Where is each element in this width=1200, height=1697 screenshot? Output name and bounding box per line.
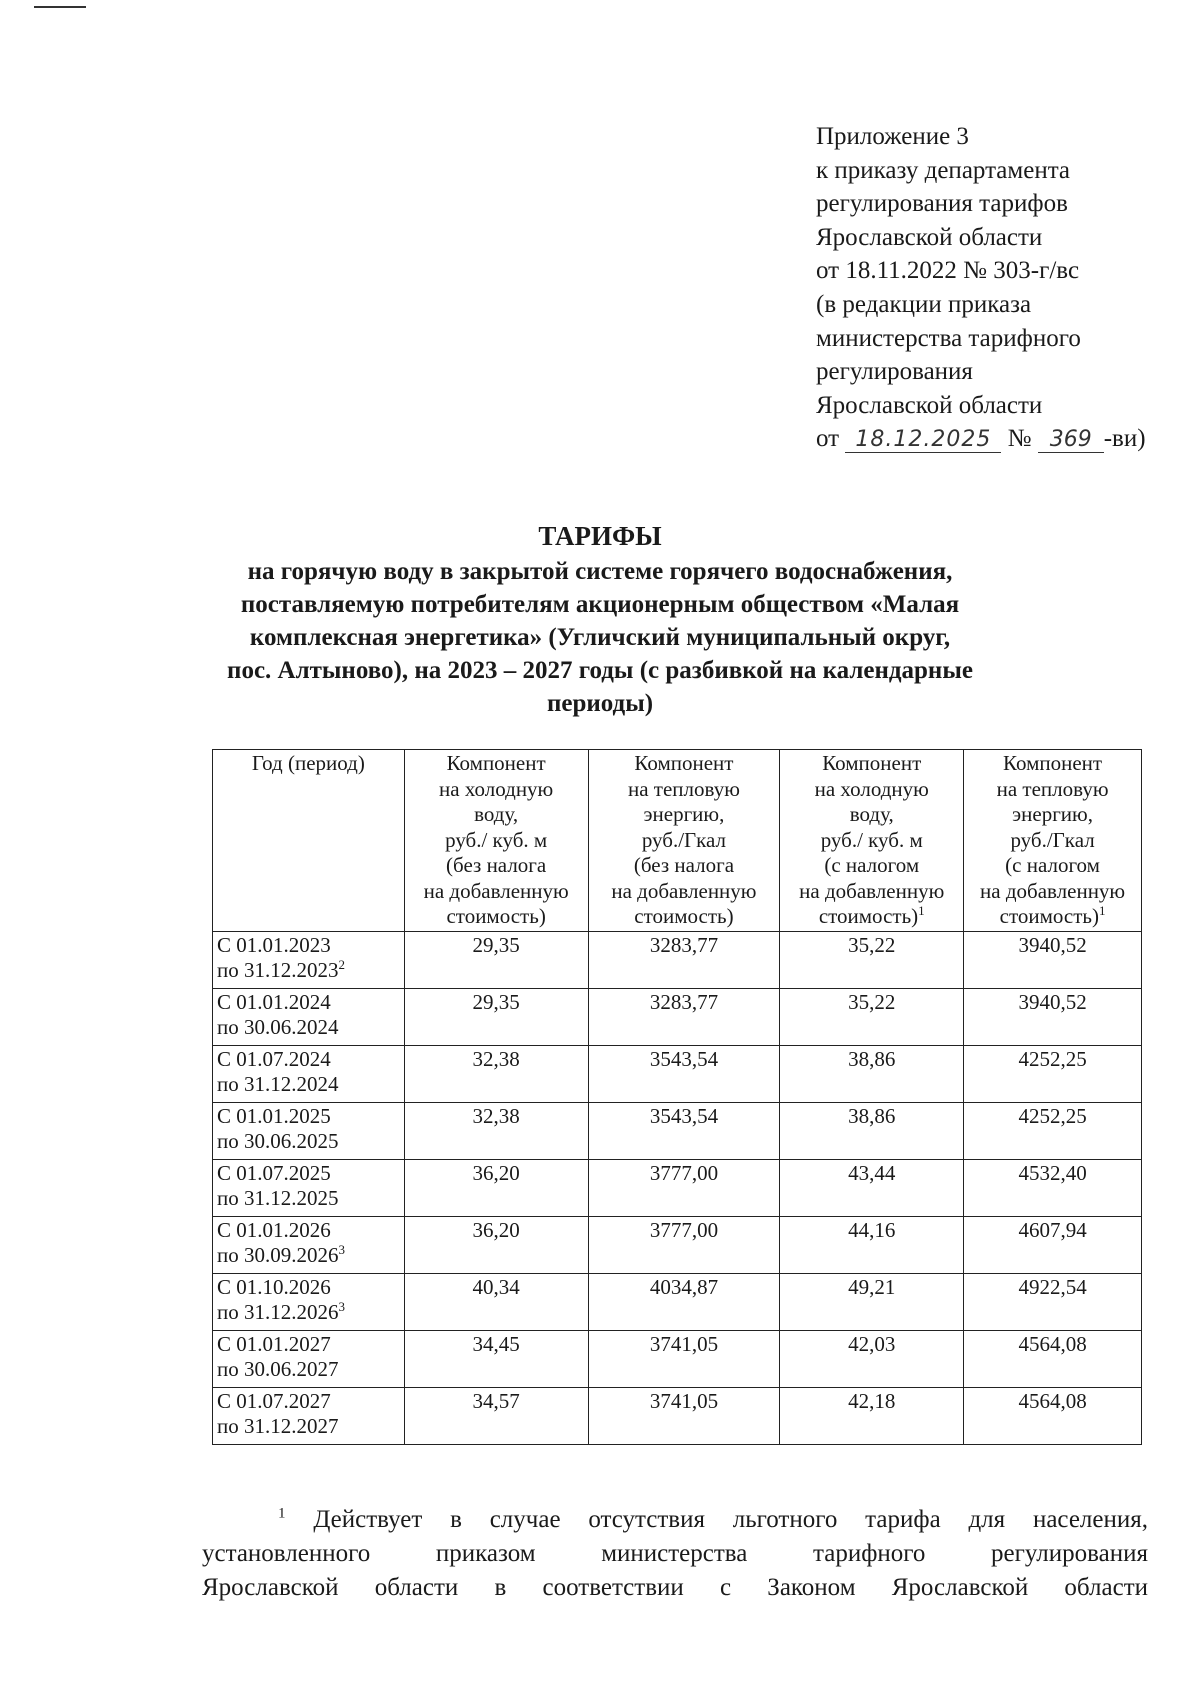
footnote-line: $^1$ Действует в случае отсутствия льготного тарифа для населения, (278, 1505, 1149, 1533)
table-row (213, 1216, 1142, 1273)
amendment-suffix: -ви) (1103, 425, 1146, 453)
heat-energy-no-vat-cell: 3543,54 (588, 1102, 780, 1159)
heat-energy-no-vat-cell: 3741,05 (588, 1387, 780, 1444)
cold-water-no-vat-cell: 29,35 (404, 988, 588, 1045)
heat-energy-with-vat-cell: 4252,25 (964, 1045, 1142, 1102)
heat-energy-no-vat-cell: 3543,54 (588, 1045, 780, 1102)
handwritten-date: 18.12.2025 (845, 428, 1001, 453)
title-line: комплексная энергетика» (Угличский муниципальный округ, (249, 624, 951, 651)
cold-water-no-vat-cell: 36,20 (404, 1159, 588, 1216)
title-line: на горячую воду в закрытой системе горячего водоснабжения, (247, 558, 953, 585)
footnote-marker: 1 (278, 1505, 286, 1522)
top-edge-mark (34, 6, 86, 8)
appendix-amendment-line (816, 422, 1176, 456)
heat-energy-with-vat-cell: 3940,52 (964, 931, 1142, 988)
heat-energy-with-vat-cell: 4564,08 (964, 1330, 1142, 1387)
period-cell: С 01.07.2024 по 31.12.2024 (213, 1045, 405, 1102)
title-line: поставляемую потребителям акционерным обществом «Малая (240, 591, 960, 618)
heat-energy-no-vat-cell: 3283,77 (588, 931, 780, 988)
footnote-ref: 1 (918, 903, 925, 918)
footnote-line: Ярославской области в соответствии с Законом Ярославской области (202, 1574, 1148, 1601)
period-cell: С 01.10.2026 по 31.12.2026$^3$ (213, 1273, 405, 1330)
number-sign: № (1007, 425, 1032, 453)
cold-water-no-vat-cell: 32,38 (404, 1102, 588, 1159)
header-heat-energy-no-vat: Компонент на тепловую энергию, руб./Гкал (без налога на добавленную стоимость) (588, 750, 780, 932)
period-cell: С 01.07.2025 по 31.12.2025 (213, 1159, 405, 1216)
cold-water-with-vat-cell: 49,21 (780, 1273, 964, 1330)
cold-water-no-vat-cell: 34,45 (404, 1330, 588, 1387)
heat-energy-no-vat-cell: 3283,77 (588, 988, 780, 1045)
header-cold-water-with-vat: Компонент на холодную воду, руб./ куб. м (с налогом на добавленную стоимость)$^1$ (780, 750, 964, 932)
cold-water-with-vat-cell: 42,03 (780, 1330, 964, 1387)
cold-water-with-vat-cell: 38,86 (780, 1045, 964, 1102)
appendix-line: Ярославской области (816, 391, 1043, 419)
table-row (213, 1102, 1142, 1159)
period-cell: С 01.01.2024 по 30.06.2024 (213, 988, 405, 1045)
period-cell: С 01.01.2026 по 30.09.2026$^3$ (213, 1216, 405, 1273)
table-row (213, 1330, 1142, 1387)
appendix-line: Приложение 3 (816, 123, 969, 150)
header-cold-water-no-vat: Компонент на холодную воду, руб./ куб. м (без налога на добавленную стоимость) (404, 750, 588, 932)
footnote-ref: 3 (338, 1299, 345, 1314)
heat-energy-no-vat-cell: 3741,05 (588, 1330, 780, 1387)
appendix-line: министерства тарифного (816, 324, 1081, 352)
cold-water-no-vat-cell: 32,38 (404, 1045, 588, 1102)
heat-energy-with-vat-cell: 3940,52 (964, 988, 1142, 1045)
period-cell: С 01.01.2023 по 31.12.2023$^2$ (213, 931, 405, 988)
header-period: Год (период) (213, 750, 405, 932)
table-row (213, 1387, 1142, 1444)
heat-energy-with-vat-cell: 4564,08 (964, 1387, 1142, 1444)
cold-water-with-vat-cell: 44,16 (780, 1216, 964, 1273)
footnote (202, 1503, 1148, 1605)
document-title (200, 520, 1000, 720)
handwritten-number: 369 (1038, 428, 1104, 453)
appendix-block (816, 120, 1176, 456)
cold-water-with-vat-cell: 42,18 (780, 1387, 964, 1444)
cold-water-with-vat-cell: 35,22 (780, 931, 964, 988)
footnote-line: установленного приказом министерства тарифного регулирования (202, 1540, 1148, 1567)
period-cell: С 01.01.2027 по 30.06.2027 (213, 1330, 405, 1387)
period-cell: С 01.01.2025 по 30.06.2025 (213, 1102, 405, 1159)
table-row (213, 1159, 1142, 1216)
heat-energy-with-vat-cell: 4607,94 (964, 1216, 1142, 1273)
heat-energy-no-vat-cell: 3777,00 (588, 1216, 780, 1273)
table-row (213, 1045, 1142, 1102)
title-line: периоды) (546, 690, 654, 717)
amendment-prefix: от (816, 425, 840, 453)
table-row (213, 1273, 1142, 1330)
cold-water-no-vat-cell: 40,34 (404, 1273, 588, 1330)
appendix-line: к приказу департамента (816, 156, 1071, 184)
heat-energy-with-vat-cell: 4532,40 (964, 1159, 1142, 1216)
title-main: ТАРИФЫ (538, 521, 662, 551)
cold-water-with-vat-cell: 38,86 (780, 1102, 964, 1159)
heat-energy-no-vat-cell: 4034,87 (588, 1273, 780, 1330)
heat-energy-with-vat-cell: 4252,25 (964, 1102, 1142, 1159)
cold-water-no-vat-cell: 36,20 (404, 1216, 588, 1273)
header-heat-energy-with-vat: Компонент на тепловую энергию, руб./Гкал (с налогом на добавленную стоимость)$^1$ (964, 750, 1142, 932)
table-row (213, 988, 1142, 1045)
tariffs-table (212, 749, 1142, 1445)
cold-water-with-vat-cell: 35,22 (780, 988, 964, 1045)
appendix-line: регулирования тарифов (816, 190, 1068, 218)
table-row (213, 931, 1142, 988)
table-header-row (213, 750, 1142, 932)
footnote-ref: 2 (338, 957, 345, 972)
footnote-ref: 1 (1098, 903, 1106, 918)
appendix-line: (в редакции приказа (816, 290, 1032, 318)
period-cell: С 01.07.2027 по 31.12.2027 (213, 1387, 405, 1444)
title-line: пос. Алтыново), на 2023 – 2027 годы (с разбивкой на календарные (227, 657, 973, 684)
cold-water-no-vat-cell: 34,57 (404, 1387, 588, 1444)
heat-energy-no-vat-cell: 3777,00 (588, 1159, 780, 1216)
cold-water-with-vat-cell: 43,44 (780, 1159, 964, 1216)
heat-energy-with-vat-cell: 4922,54 (964, 1273, 1142, 1330)
cold-water-no-vat-cell: 29,35 (404, 931, 588, 988)
footnote-ref: 3 (338, 1242, 345, 1257)
appendix-line: Ярославской области (816, 223, 1043, 251)
appendix-line: регулирования (816, 358, 973, 386)
appendix-line: от 18.11.2022 № 303-г/вс (816, 257, 1080, 285)
